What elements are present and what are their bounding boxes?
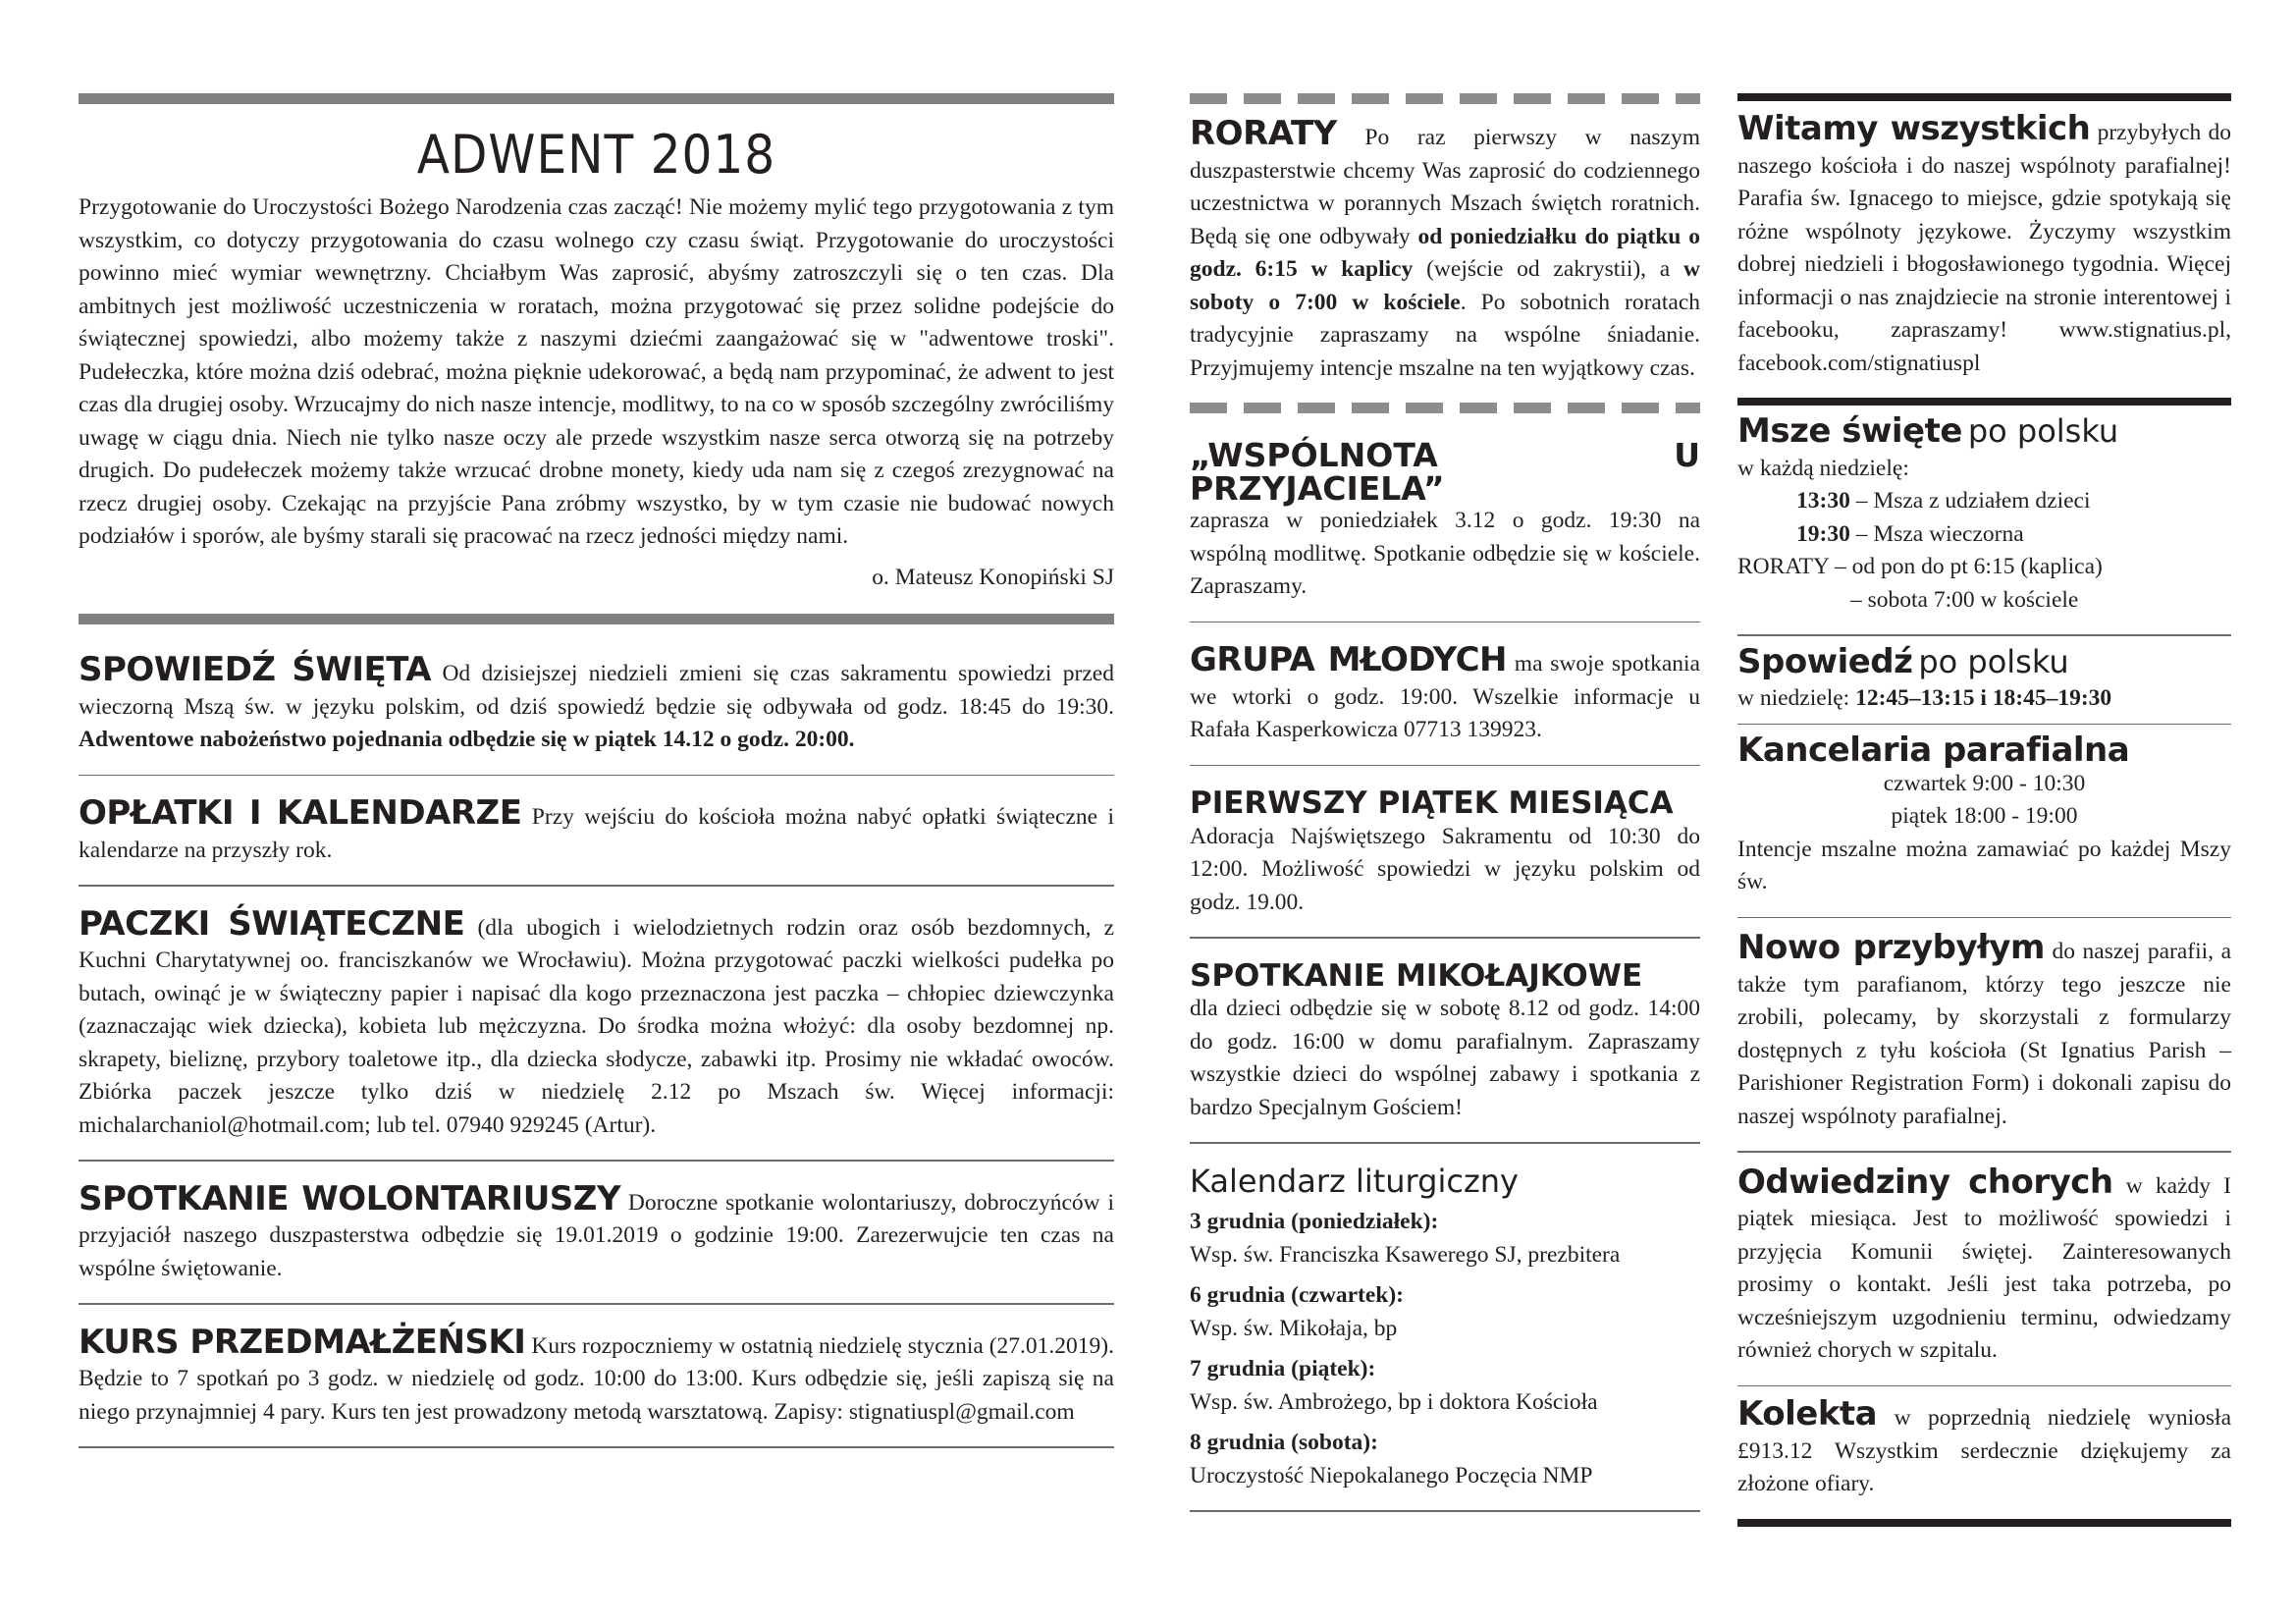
roraty-text: Po raz pierwszy w naszym duszpasterstwie chcemy Was zaprosić do codziennego uczestnictwa w porannych Mszach świętch roratnich. Będą się one odbywały bbox=[1190, 125, 1700, 249]
divider bbox=[1190, 1510, 1700, 1512]
sick-heading: Odwiedziny chorych bbox=[1737, 1162, 2113, 1202]
office-hours: piątek 18:00 - 19:00 bbox=[1891, 803, 2078, 829]
middle-column bbox=[1190, 93, 1700, 1512]
roraty-saturday-time: w soboty o 7:00 w kościele bbox=[1190, 256, 1700, 315]
parcels-section bbox=[79, 887, 1114, 1161]
dashed-divider bbox=[1190, 403, 1700, 413]
calendar-item bbox=[1190, 1279, 1700, 1345]
roraty-text: . Po sobotnich roratach tradycyjnie zapraszamy na wspólne śniadanie. Przyjmujemy intencje mszalne na ten wyjątkowy czas. bbox=[1190, 289, 1700, 381]
calendar-desc: Wsp. św. Ambrożego, bp i doktora Kościoła bbox=[1190, 1388, 1598, 1415]
wafers-section bbox=[79, 776, 1114, 885]
newcomers-section bbox=[1737, 918, 2231, 1151]
divider bbox=[79, 1446, 1114, 1448]
office-section bbox=[1737, 725, 2231, 917]
marriage-text: Kurs rozpoczniemy w ostatnią niedzielę stycznia (27.01.2019). Będzie to 7 spotkań po 3 godz. w niedzielę od godz. 10:00 do 13:00. Kurs odbędzie się, jeśli zapiszą się na niego przynajmniej 4 pary. Kurs ten jest prowadzony metodą warsztatową. Zapisy: stignatiuspl@gmail.com bbox=[79, 1332, 1114, 1425]
advent-body: Przygotowanie do Uroczystości Bożego Narodzenia czas zacząć! Nie możemy mylić tego przygotowania z tym wszystkim, co dotyczy przygotowania do czasu wolnego czy czasu świąt. Przygotowanie do uroczystości powinno mieć wymiar wewnętrzny. Chciałbym Was zaprosić, abyśmy zatroszczyli się o ten czas. Dla ambitnych jest możliwość uczestniczenia w roratach, można przygotować się przez solidne podejście do świątecznej spowiedzi, albo możemy także z naszymi dziećmi zaangażować się w "adwentowe troski". Pudełeczka, które można dziś odebrać, można pięknie udekorować, a będą nam przypominać, że adwent to jest czas dla drugiej osoby. Wrzucajmy do nich nasze intencje, modlitwy, to na co w sposób szczególny zwróciliśmy uwagę w ciągu dnia. Niech nie tylko nasze oczy ale przede wszystkim nasze serca otworzą się na potrzeby drugich. Do pudełeczek możemy także wrzucać drobne monety, kiedy uda nam się z czegoś zrezygnować na rzecz drugiej osoby. Czekając na przyjście Pana zróbmy wszystko, by w tym czasie nie budować nowych podziałów i sporów, ale byśmy starali się pracować na rzecz jedności między nami. bbox=[79, 194, 1114, 549]
dashed-divider bbox=[1190, 93, 1700, 104]
office-hours: czwartek 9:00 - 10:30 bbox=[1883, 770, 2086, 796]
roraty-section bbox=[1190, 104, 1700, 403]
calendar-date: 8 grudnia (sobota): bbox=[1190, 1430, 1378, 1455]
confession-pl-sub: w niedzielę: bbox=[1737, 685, 1850, 711]
wafers-text: Przy wejściu do kościoła można nabyć opłatki świąteczne i kalendarze na przyszły rok. bbox=[79, 804, 1114, 863]
marriage-heading: KURS PRZEDMAŁŻEŃSKI bbox=[79, 1322, 526, 1362]
calendar-item bbox=[1190, 1353, 1700, 1419]
masses-sub: w każdą niedzielę: bbox=[1737, 455, 1909, 481]
confession-pl-times: 12:45–13:15 i 18:45–19:30 bbox=[1855, 685, 2112, 711]
collection-section bbox=[1737, 1386, 2231, 1519]
advent-signature: o. Mateusz Konopiński SJ bbox=[872, 564, 1114, 590]
mass-line bbox=[1737, 485, 2231, 518]
friday-heading: PIERWSZY PIĄTEK MIESIĄCA bbox=[1190, 785, 1674, 821]
calendar-date: 3 grudnia (poniedziałek): bbox=[1190, 1209, 1439, 1234]
top-divider bbox=[1737, 93, 2231, 101]
advent-title: ADWENT 2018 bbox=[416, 124, 776, 186]
bottom-divider bbox=[1737, 1519, 2231, 1527]
volunteers-text: Doroczne spotkanie wolontariuszy, dobroczyńców i przyjaciół naszego duszpasterstwa odbędzie się 19.01.2019 o godzinie 19:00. Zarezerwujcie ten czas na wspólne świętowanie. bbox=[79, 1189, 1115, 1281]
confession-section bbox=[79, 624, 1114, 775]
mass-line: – sobota 7:00 w kościele bbox=[1850, 586, 2079, 613]
office-text: Intencje mszalne można zamawiać po każdej Mszy św. bbox=[1737, 836, 2231, 894]
calendar-date: 7 grudnia (piątek): bbox=[1190, 1356, 1376, 1381]
mass-time: 13:30 bbox=[1796, 488, 1850, 514]
masses-section bbox=[1737, 406, 2231, 634]
youth-section bbox=[1190, 623, 1700, 765]
calendar-date: 6 grudnia (czwartek): bbox=[1190, 1282, 1404, 1308]
newcomers-heading: Nowo przybyłym bbox=[1737, 928, 2045, 967]
parcels-text: (dla ubogich i wielodzietnych rodzin oraz osób bezdomnych, z Kuchni Charytatywnej oo. franciszkanów we Wrocławiu). Można przygotować paczki wielkości pudełka po butach, owinąć je w świąteczny papier i napisać dla kogo przeznaczona jest paczka – chłopiec dziewczynka (zaznaczając wiek dziecka), kobieta lub mężczyzna. Do środka można włożyć: dla osoby bezdomnej np. skrapety, bieliznę, przybory toaletowe itp., dla dziecka słodycze, zabawki itp. Prosimy nie wkładać owoców. Zbiórka paczek jeszcze tylko dziś w niedzielę 2.12 po Mszach św. Więcej informacji: michalarchaniol@hotmail.com; lub tel. 07940 929245 (Artur). bbox=[79, 914, 1115, 1138]
wafers-heading: OPŁATKI I KALENDARZE bbox=[79, 793, 522, 833]
roraty-text: (wejście od zakrystii), a bbox=[1426, 256, 1671, 282]
office-heading: Kancelaria parafialna bbox=[1737, 731, 2130, 770]
calendar-item bbox=[1190, 1206, 1700, 1272]
parcels-heading: PACZKI ŚWIĄTECZNE bbox=[79, 903, 465, 944]
mass-desc: – od pon do pt 6:15 (kaplica) bbox=[1835, 554, 2103, 579]
left-column bbox=[79, 93, 1114, 1448]
calendar-heading: Kalendarz liturgiczny bbox=[1190, 1162, 1519, 1200]
youth-heading: GRUPA MŁODYCH bbox=[1190, 640, 1507, 679]
confession-text: Od dzisiejszej niedzieli zmieni się czas sakramentu spowiedzi przed wieczorną Mszą św. w języku polskim, od dziś spowiedź będzie się odbywała od godz. 18:45 do 19:30. bbox=[79, 661, 1114, 720]
calendar-item bbox=[1190, 1427, 1700, 1492]
nicholas-text: dla dzieci odbędzie się w sobotę 8.12 od godz. 14:00 do godz. 16:00 w domu parafialnym. Zapraszamy wszystkie dzieci do wspólnej zabawy i spotkania z bardzo Specjalnym Gościem! bbox=[1190, 996, 1700, 1120]
collection-text: w poprzednią niedzielę wyniosła £913.12 Wszystkim serdecznie dziękujemy za złożone ofiary. bbox=[1737, 1405, 2232, 1496]
confession-pl-section bbox=[1737, 636, 2231, 724]
friday-text: Adoracja Najświętszego Sakramentu od 10:30 do 12:00. Możliwość spowiedzi w języku polskim od godz. 19.00. bbox=[1190, 823, 1700, 915]
calendar-desc: Uroczystość Niepokalanego Poczęcia NMP bbox=[1190, 1462, 1593, 1489]
mass-desc: – Msza wieczorna bbox=[1855, 520, 2024, 547]
divider bbox=[1737, 398, 2231, 406]
confession-pl-heading-bold: Spowiedź bbox=[1737, 641, 1913, 681]
mass-line bbox=[1737, 518, 2231, 552]
nicholas-heading: SPOTKANIE MIKOŁAJKOWE bbox=[1190, 957, 1643, 994]
mass-time: 19:30 bbox=[1796, 520, 1850, 547]
mass-desc: – Msza z udziałem dzieci bbox=[1855, 488, 2091, 514]
confession-pl-heading-rest: po polsku bbox=[1918, 642, 2069, 680]
roraty-weekday-time: od poniedziałku do piątku o godz. 6:15 w kaplicy bbox=[1190, 223, 1700, 282]
calendar-section bbox=[1190, 1144, 1700, 1511]
right-column bbox=[1737, 93, 2231, 1527]
calendar-desc: Wsp. św. Franciszka Ksawerego SJ, prezbitera bbox=[1190, 1241, 1621, 1268]
confession-heading: SPOWIEDŹ ŚWIĘTA bbox=[79, 650, 432, 689]
masses-heading-bold: Msze święte bbox=[1737, 411, 1962, 451]
marriage-section bbox=[79, 1305, 1114, 1447]
welcome-section bbox=[1737, 101, 2231, 398]
newcomers-text: do naszej parafii, a także tym parafianom, którzy tego jeszcze nie zrobili, polecamy, by skorzystali z formularzy dostępnych z tyłu kościoła (St Ignatius Parish – Parishioner Registration Form) i dokonali zapisu do naszej wspólnoty parafialnej. bbox=[1737, 939, 2232, 1129]
volunteers-section bbox=[79, 1162, 1114, 1304]
masses-heading-rest: po polsku bbox=[1967, 412, 2119, 450]
confession-bold: Adwentowe nabożeństwo pojednania odbędzie się w piątek 14.12 o godz. 20:00. bbox=[79, 727, 855, 752]
community-text: zaprasza w poniedziałek 3.12 o godz. 19:30 na wspólną modlitwę. Spotkanie odbędzie się w kościele. Zapraszamy. bbox=[1190, 508, 1700, 599]
roraty-label: RORATY bbox=[1737, 554, 1830, 579]
top-divider bbox=[79, 93, 1114, 104]
roraty-heading: RORATY bbox=[1190, 114, 1337, 153]
volunteers-heading: SPOTKANIE WOLONTARIUSZY bbox=[79, 1178, 621, 1218]
community-section bbox=[1190, 413, 1700, 622]
nicholas-section bbox=[1190, 939, 1700, 1143]
mass-line bbox=[1737, 551, 2231, 584]
welcome-text: przybyłych do naszego kościoła i do naszej wspólnoty parafialnej! Parafia św. Ignacego to miejsce, gdzie spotykają się różne wspólnoty językowe. Życzymy wszystkim dobrej niedzieli i błogosławionego tygodnia. Więcej informacji o nas znajdziecie na stronie interentowej i facebooku, zapraszamy! www.stignatius.pl, facebook.com/stignatiuspl bbox=[1737, 120, 2231, 376]
sick-text: w każdy I piątek miesiąca. Jest to możliwość spowiedzi i przyjęcia Komunii świętej. Zainteresowanych prosimy o kontakt. Jeśli jest taka potrzeba, po wcześniejszym uzgodnieniu terminu, odwiedzamy również chorych w szpitalu. bbox=[1737, 1172, 2232, 1363]
collection-heading: Kolekta bbox=[1737, 1394, 1878, 1434]
calendar-desc: Wsp. św. Mikołaja, bp bbox=[1190, 1315, 1398, 1341]
sick-section bbox=[1737, 1153, 2231, 1385]
community-heading: „WSPÓLNOTA U PRZYJACIELA” bbox=[1190, 436, 1700, 508]
youth-text: ma swoje spotkania we wtorki o godz. 19:00. Wszelkie informacje u Rafała Kasperkowicza 07713 139923. bbox=[1190, 651, 1700, 742]
friday-section bbox=[1190, 766, 1700, 937]
advent-divider bbox=[79, 614, 1114, 624]
welcome-heading: Witamy wszystkich bbox=[1737, 109, 2091, 148]
